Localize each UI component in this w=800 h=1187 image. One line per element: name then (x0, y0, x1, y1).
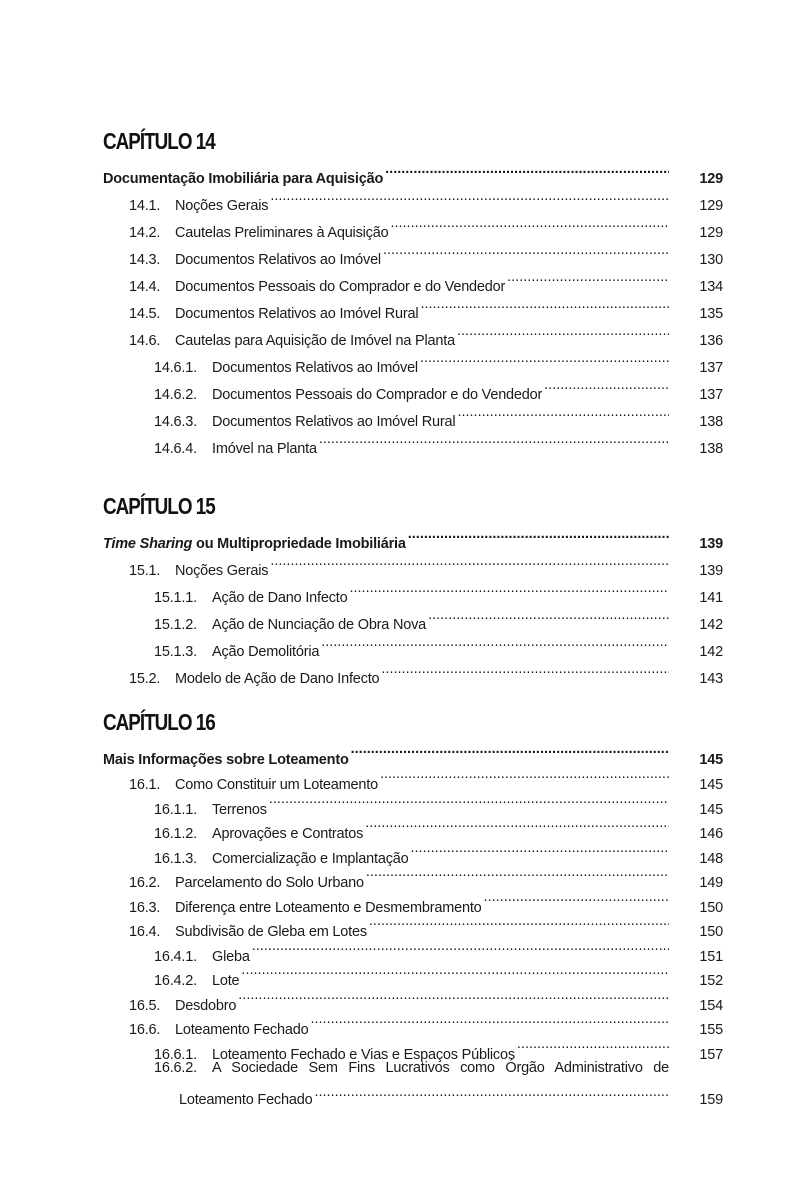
entry-title: Desdobro (175, 997, 237, 1014)
section-number: 14.6.3. (154, 414, 197, 430)
entry-title: Lote (212, 973, 240, 989)
toc-subentry[interactable] (103, 787, 723, 818)
page-number: 139 (699, 536, 723, 552)
entry-title-rest: ou Multipropriedade Imobiliária (192, 536, 406, 552)
page-number: 152 (699, 973, 723, 989)
toc-subentry[interactable] (103, 811, 723, 842)
section-number: 16.6.2. (154, 1060, 197, 1076)
toc-entry[interactable] (103, 237, 723, 268)
entry-title: Mais Informações sobre Loteamento (103, 752, 349, 768)
entry-title: Cautelas Preliminares à Aquisição (175, 225, 389, 241)
entry-title: Subdivisão de Gleba em Lotes (175, 924, 367, 940)
page-number: 142 (699, 644, 723, 660)
dot-leader (270, 183, 669, 210)
entry-title: Ação de Dano Infecto (212, 590, 348, 606)
page-number: 138 (699, 441, 723, 457)
dot-leader (238, 983, 669, 1010)
entry-line-2 (154, 1080, 723, 1108)
chapter-heading: CAPÍTULO 16 (103, 709, 215, 735)
section-number: 14.5. (129, 306, 161, 322)
section-number: 16.6. (129, 1022, 161, 1038)
toc-subentry[interactable] (103, 345, 723, 376)
dot-leader (380, 762, 669, 789)
dot-leader (369, 909, 669, 936)
entry-title: Documentos Relativos ao Imóvel Rural (175, 306, 419, 322)
page-number: 129 (699, 198, 723, 214)
toc-subentry[interactable] (103, 426, 723, 457)
chapter-heading: CAPÍTULO 14 (103, 128, 215, 154)
chapter-title-entry[interactable] (103, 521, 723, 552)
section-number: 14.6.2. (154, 387, 197, 403)
toc-entry[interactable] (103, 909, 723, 940)
dot-leader (365, 811, 669, 838)
dot-leader (411, 836, 670, 863)
toc-entry[interactable] (103, 860, 723, 891)
entry-title: Documentos Pessoais do Comprador e do Vendedor (212, 387, 543, 403)
dot-leader (321, 629, 669, 656)
section-number: 14.3. (129, 252, 161, 268)
page-number: 149 (699, 875, 723, 891)
entry-title: Ação de Nunciação de Obra Nova (212, 617, 427, 633)
toc-subentry-multiline[interactable] (103, 1056, 723, 1108)
page-number: 145 (699, 752, 723, 768)
dot-leader (385, 156, 669, 183)
entry-title: Documentação Imobiliária para Aquisição (103, 171, 384, 187)
section-number: 14.4. (129, 279, 161, 295)
entry-title: Noções Gerais (175, 198, 269, 214)
chapter-14 (103, 126, 723, 457)
page-number: 134 (699, 279, 723, 295)
entry-title-line-1: A Sociedade Sem Fins Lucrativos como Órgão Administrativo de (212, 1060, 669, 1076)
dot-leader (457, 399, 669, 426)
toc-subentry[interactable] (103, 602, 723, 633)
toc-subentry[interactable] (103, 1032, 723, 1063)
page-number: 137 (699, 387, 723, 403)
section-number: 16.4. (129, 924, 161, 940)
page-number: 155 (699, 1022, 723, 1038)
page-number: 142 (699, 617, 723, 633)
page-number: 143 (699, 671, 723, 687)
entry-title: Cautelas para Aquisição de Imóvel na Planta (175, 333, 455, 349)
toc-subentry[interactable] (103, 934, 723, 965)
page-number: 150 (699, 899, 723, 916)
page-number: 157 (699, 1046, 723, 1063)
entry-title: Documentos Relativos ao Imóvel Rural (212, 414, 456, 430)
page-number: 145 (699, 777, 723, 793)
toc-subentry[interactable] (103, 575, 723, 606)
toc-entry[interactable] (103, 885, 723, 916)
entry-title: Imóvel na Planta (212, 441, 317, 457)
dot-leader (544, 372, 669, 399)
page-number: 154 (699, 997, 723, 1014)
toc-entry[interactable] (103, 983, 723, 1014)
page-number: 151 (699, 948, 723, 965)
dot-leader (366, 860, 669, 887)
dot-leader (310, 1007, 669, 1034)
page-number: 136 (699, 333, 723, 349)
section-number: 16.5. (129, 997, 161, 1014)
dot-leader (517, 1032, 669, 1059)
entry-title: Como Constituir um Loteamento (175, 777, 378, 793)
page-number: 145 (699, 801, 723, 818)
section-number: 16.4.1. (154, 948, 197, 965)
page-number: 138 (699, 414, 723, 430)
entry-title: Ação Demolitória (212, 644, 320, 660)
toc-subentry[interactable] (103, 372, 723, 403)
entry-title: Comercialização e Implantação (212, 850, 409, 867)
section-number: 16.1.2. (154, 826, 197, 842)
dot-leader (484, 885, 669, 912)
entry-line-1 (154, 1056, 723, 1080)
dot-leader (408, 521, 669, 548)
page-number: 130 (699, 252, 723, 268)
toc-entry[interactable] (103, 210, 723, 241)
section-number: 16.4.2. (154, 973, 197, 989)
entry-title: Noções Gerais (175, 563, 269, 579)
chapter-title-entry[interactable] (103, 156, 723, 187)
page-number: 159 (699, 1092, 723, 1108)
section-number: 14.2. (129, 225, 161, 241)
toc-entry[interactable] (103, 1007, 723, 1038)
entry-title: Parcelamento do Solo Urbano (175, 875, 364, 891)
entry-title-line-2: Loteamento Fechado (179, 1092, 313, 1108)
dot-leader (314, 1080, 669, 1104)
chapter-heading: CAPÍTULO 15 (103, 493, 215, 519)
section-number: 15.2. (129, 671, 161, 687)
entry-title: Terrenos (212, 801, 267, 818)
toc-subentry[interactable] (103, 629, 723, 660)
chapter-15 (103, 491, 723, 687)
section-number: 15.1.3. (154, 644, 197, 660)
section-number: 14.6.4. (154, 441, 197, 457)
entry-title-italic: Time Sharing (103, 536, 193, 552)
entry-title: Documentos Relativos ao Imóvel (212, 360, 418, 376)
dot-leader (351, 737, 669, 764)
toc-entry[interactable] (103, 183, 723, 214)
entry-title: Aprovações e Contratos (212, 826, 364, 842)
section-number: 14.6. (129, 333, 161, 349)
chapter-16 (103, 707, 723, 1108)
toc-subentry[interactable] (103, 958, 723, 989)
entry-title: Loteamento Fechado e Vias e Espaços Públicos (212, 1046, 515, 1063)
dot-leader (252, 934, 669, 961)
page-number: 141 (699, 590, 723, 606)
section-number: 15.1.1. (154, 590, 197, 606)
toc-subentry[interactable] (103, 399, 723, 430)
toc-entry[interactable] (103, 548, 723, 579)
section-number: 16.1. (129, 777, 161, 793)
section-number: 16.3. (129, 899, 161, 916)
section-number: 15.1.2. (154, 617, 197, 633)
entry-title: Diferença entre Loteamento e Desmembramento (175, 899, 482, 916)
section-number: 16.6.1. (154, 1046, 197, 1063)
section-number: 16.2. (129, 875, 161, 891)
entry-title: Loteamento Fechado (175, 1022, 309, 1038)
dot-leader (381, 656, 669, 683)
dot-leader (457, 318, 669, 345)
dot-leader (507, 264, 669, 291)
toc-entry[interactable] (103, 264, 723, 295)
toc-entry[interactable] (103, 656, 723, 687)
dot-leader (349, 575, 669, 602)
entry-title: Gleba (212, 948, 250, 965)
page-number: 135 (699, 306, 723, 322)
chapter-title-entry[interactable] (103, 737, 723, 768)
page-number: 148 (699, 850, 723, 867)
section-number: 14.1. (129, 198, 161, 214)
entry-title: Documentos Pessoais do Comprador e do Vendedor (175, 279, 506, 295)
entry-title: Documentos Relativos ao Imóvel (175, 252, 381, 268)
dot-leader (319, 426, 669, 453)
toc-entry[interactable] (103, 291, 723, 322)
page-number: 129 (699, 225, 723, 241)
toc-entry[interactable] (103, 318, 723, 349)
toc-entry[interactable] (103, 762, 723, 793)
entry-title: Modelo de Ação de Dano Infecto (175, 671, 380, 687)
page-number: 129 (699, 171, 723, 187)
dot-leader (420, 345, 669, 372)
section-number: 15.1. (129, 563, 161, 579)
page-number: 150 (699, 924, 723, 940)
section-number: 16.1.3. (154, 850, 197, 867)
section-number: 14.6.1. (154, 360, 197, 376)
page-number: 137 (699, 360, 723, 376)
dot-leader (428, 602, 669, 629)
page-number: 139 (699, 563, 723, 579)
dot-leader (383, 237, 669, 264)
toc-subentry[interactable] (103, 836, 723, 867)
dot-leader (270, 548, 669, 575)
section-number: 16.1.1. (154, 801, 197, 818)
page-number: 146 (699, 826, 723, 842)
dot-leader (241, 958, 669, 985)
dot-leader (420, 291, 669, 318)
dot-leader (390, 210, 669, 237)
dot-leader (269, 787, 669, 814)
